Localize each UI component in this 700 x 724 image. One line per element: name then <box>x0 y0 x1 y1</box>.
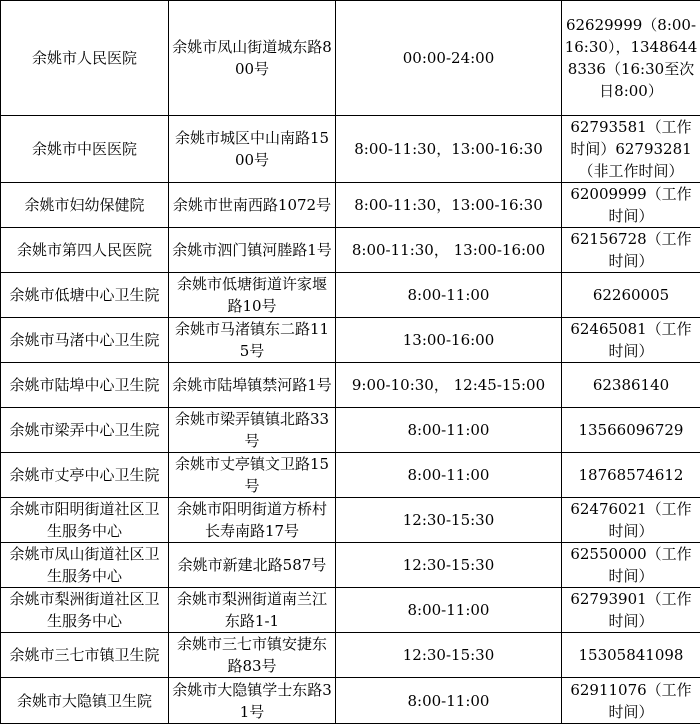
table-row <box>1 588 700 633</box>
contact-phone: 13566096729 <box>562 408 700 453</box>
service-hours: 00:00-24:00 <box>336 1 562 116</box>
hospital-address: 余姚市梨洲街道南兰江东路1-1 <box>169 588 336 633</box>
hospital-address: 余姚市阳明街道方桥村长寿南路17号 <box>169 498 336 543</box>
hospital-name: 余姚市马渚中心卫生院 <box>1 318 169 363</box>
contact-phone: 62386140 <box>562 363 700 408</box>
table-row <box>1 453 700 498</box>
hospital-address: 余姚市大隐镇学士东路31号 <box>169 678 336 724</box>
table-body <box>1 1 700 724</box>
table-row <box>1 273 700 318</box>
hospital-address: 余姚市城区中山南路1500号 <box>169 116 336 183</box>
table-row <box>1 498 700 543</box>
service-hours: 8:00-11:00 <box>336 453 562 498</box>
hospital-address: 余姚市低塘街道许家堰路10号 <box>169 273 336 318</box>
hospital-name: 余姚市人民医院 <box>1 1 169 116</box>
service-hours: 9:00-10:30， 12:45-15:00 <box>336 363 562 408</box>
contact-phone: 15305841098 <box>562 633 700 678</box>
contact-phone: 62911076（工作时间） <box>562 678 700 724</box>
service-hours: 8:00-11:30，13:00-16:30 <box>336 183 562 228</box>
contact-phone: 62260005 <box>562 273 700 318</box>
hospital-address: 余姚市丈亭镇文卫路15号 <box>169 453 336 498</box>
hospital-address: 余姚市三七市镇安捷东路83号 <box>169 633 336 678</box>
table-row <box>1 318 700 363</box>
contact-phone: 62156728（工作时间） <box>562 228 700 273</box>
contact-phone: 62476021（工作时间） <box>562 498 700 543</box>
contact-phone: 62550000（工作时间） <box>562 543 700 588</box>
hospital-name: 余姚市三七市镇卫生院 <box>1 633 169 678</box>
service-hours: 8:00-11:00 <box>336 678 562 724</box>
hospital-address: 余姚市世南西路1072号 <box>169 183 336 228</box>
hospital-name: 余姚市第四人民医院 <box>1 228 169 273</box>
table-row <box>1 228 700 273</box>
hospital-address: 余姚市陆埠镇禁河路1号 <box>169 363 336 408</box>
contact-phone: 62793901（工作时间） <box>562 588 700 633</box>
table-row <box>1 363 700 408</box>
table-row <box>1 116 700 183</box>
table-row <box>1 543 700 588</box>
hospital-name: 余姚市梨洲街道社区卫生服务中心 <box>1 588 169 633</box>
hospital-name: 余姚市低塘中心卫生院 <box>1 273 169 318</box>
service-hours: 12:30-15:30 <box>336 633 562 678</box>
hospital-address: 余姚市泗门镇河塍路1号 <box>169 228 336 273</box>
hospital-address: 余姚市梁弄镇镇北路33号 <box>169 408 336 453</box>
table-row <box>1 183 700 228</box>
hospital-address: 余姚市新建北路587号 <box>169 543 336 588</box>
hospital-name: 余姚市凤山街道社区卫生服务中心 <box>1 543 169 588</box>
hospital-name: 余姚市妇幼保健院 <box>1 183 169 228</box>
contact-phone: 62465081（工作时间） <box>562 318 700 363</box>
hospital-name: 余姚市梁弄中心卫生院 <box>1 408 169 453</box>
service-hours: 8:00-11:30，13:00-16:30 <box>336 116 562 183</box>
service-hours: 8:00-11:00 <box>336 273 562 318</box>
hospital-name: 余姚市陆埠中心卫生院 <box>1 363 169 408</box>
table-row <box>1 633 700 678</box>
table-row <box>1 1 700 116</box>
service-hours: 13:00-16:00 <box>336 318 562 363</box>
hospital-address: 余姚市凤山街道城东路800号 <box>169 1 336 116</box>
contact-phone: 62793581（工作时间）62793281（非工作时间） <box>562 116 700 183</box>
hospital-name: 余姚市大隐镇卫生院 <box>1 678 169 724</box>
hospital-name: 余姚市阳明街道社区卫生服务中心 <box>1 498 169 543</box>
contact-phone: 62629999（8:00-16:30），13486448336（16:30至次日8:00） <box>562 1 700 116</box>
hospital-address: 余姚市马渚镇东二路115号 <box>169 318 336 363</box>
service-hours: 12:30-15:30 <box>336 498 562 543</box>
hospital-name: 余姚市丈亭中心卫生院 <box>1 453 169 498</box>
service-hours: 8:00-11:00 <box>336 588 562 633</box>
contact-phone: 62009999（工作时间） <box>562 183 700 228</box>
hospital-name: 余姚市中医医院 <box>1 116 169 183</box>
service-hours: 8:00-11:00 <box>336 408 562 453</box>
service-hours: 12:30-15:30 <box>336 543 562 588</box>
contact-phone: 18768574612 <box>562 453 700 498</box>
table-row <box>1 408 700 453</box>
service-hours: 8:00-11:30， 13:00-16:00 <box>336 228 562 273</box>
